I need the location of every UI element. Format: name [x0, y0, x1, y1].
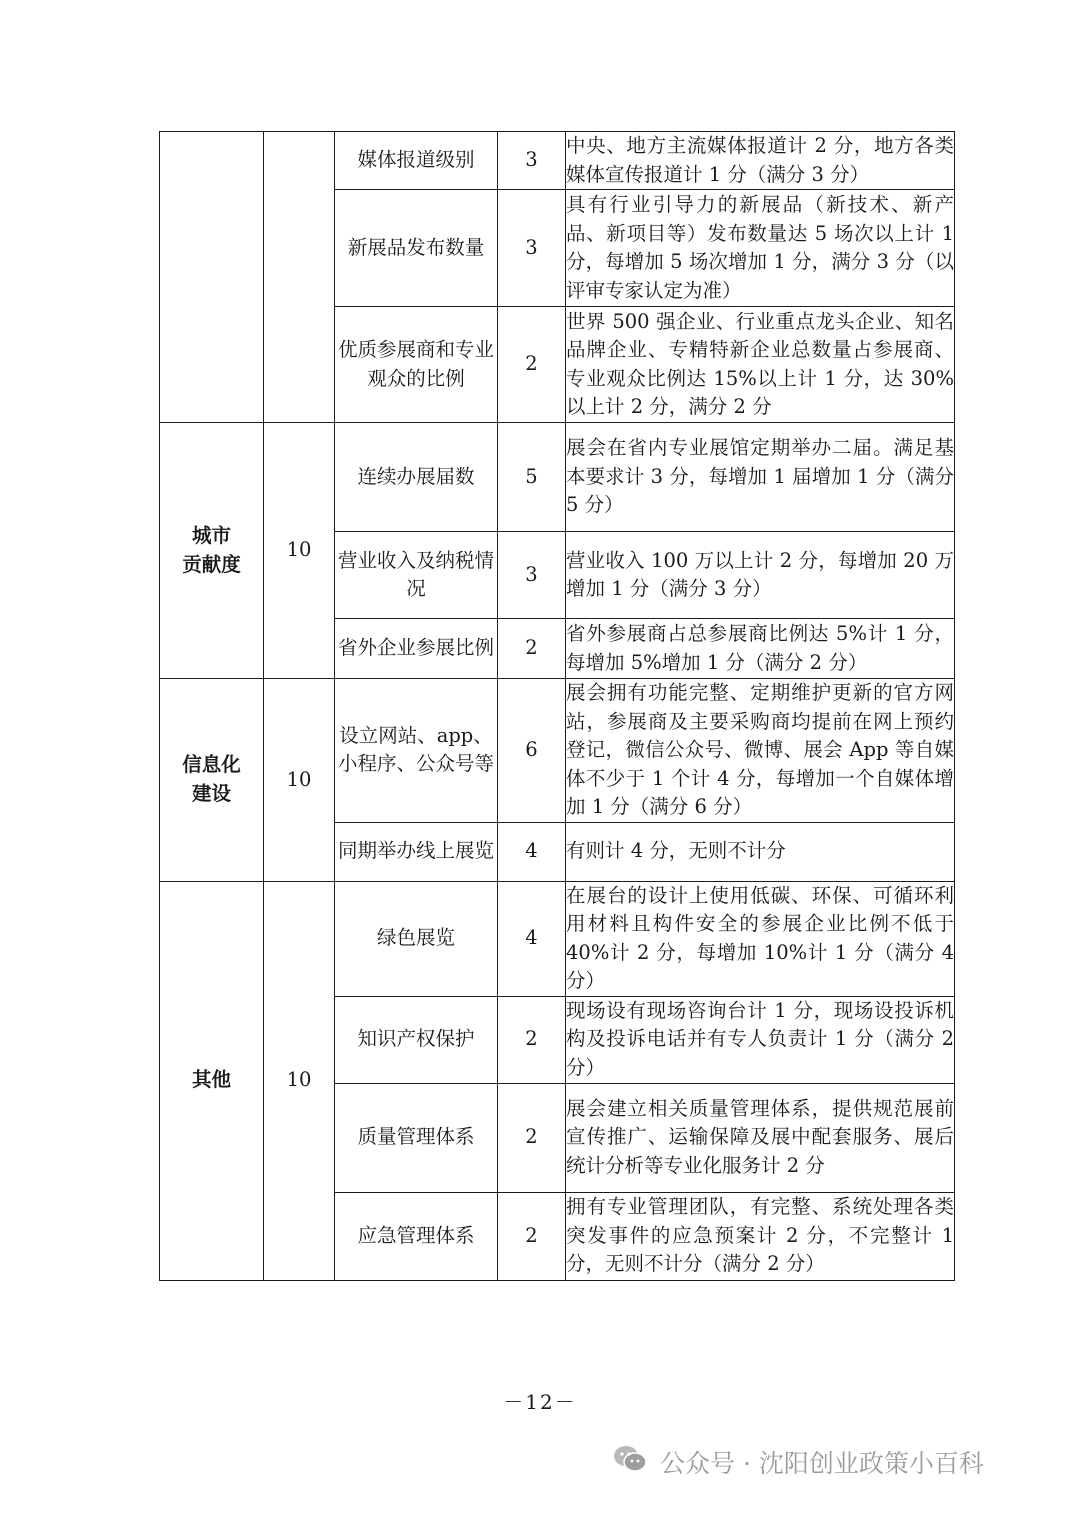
criteria-cell: 具有行业引导力的新展品（新技术、新产品、新项目等）发布数量达 5 场次以上计 1 分，每增加 5 场次增加 1 分，满分 3 分（以评审专家认定为准） — [566, 190, 955, 307]
item-cell: 质量管理体系 — [335, 1083, 498, 1192]
item-cell: 媒体报道级别 — [335, 132, 498, 190]
category-cell — [160, 679, 264, 882]
item-cell: 绿色展览 — [335, 881, 498, 996]
criteria-cell: 在展台的设计上使用低碳、环保、可循环利用材料且构件安全的参展企业比例不低于 40%计 2 分，每增加 10%计 1 分（满分 4 分） — [566, 881, 955, 996]
total-cell-continued — [264, 132, 335, 423]
category-name-line: 贡献度 — [182, 552, 241, 576]
category-name-line: 城市 — [191, 524, 231, 547]
points-cell: 2 — [498, 996, 566, 1083]
watermark-text: 公众号 · 沈阳创业政策小百科 — [660, 1449, 984, 1478]
criteria-cell: 中央、地方主流媒体报道计 2 分，地方各类媒体宣传报道计 1 分（满分 3 分） — [566, 132, 955, 190]
table-row — [160, 881, 955, 996]
item-cell: 同期举办线上展览 — [335, 822, 498, 881]
points-cell: 3 — [498, 132, 566, 190]
criteria-cell: 有则计 4 分，无则不计分 — [566, 822, 955, 881]
points-cell: 3 — [498, 532, 566, 619]
category-name-line: 信息化 — [182, 753, 241, 777]
item-cell: 新展品发布数量 — [335, 190, 498, 307]
criteria-cell: 展会拥有功能完整、定期维护更新的官方网站，参展商及主要采购商均提前在网上预约登记，微信公众号、微博、展会 App 等自媒体不少于 1 个计 4 分，每增加一个自媒体增加 1 分（满分 6 分） — [566, 679, 955, 823]
points-cell: 4 — [498, 822, 566, 881]
category-cell — [160, 881, 264, 1280]
points-cell: 4 — [498, 881, 566, 996]
criteria-cell: 省外参展商占总参展商比例达 5%计 1 分，每增加 5%增加 1 分（满分 2 分） — [566, 619, 955, 679]
criteria-cell: 世界 500 强企业、行业重点龙头企业、知名品牌企业、专精特新企业总数量占参展商、专业观众比例达 15%以上计 1 分，达 30%以上计 2 分，满分 2 分 — [566, 307, 955, 423]
item-cell: 设立网站、app、小程序、公众号等 — [335, 679, 498, 823]
table-row — [160, 423, 955, 532]
scoring-table — [159, 131, 955, 1281]
category-name-line: 其他 — [191, 1068, 231, 1092]
item-cell: 知识产权保护 — [335, 996, 498, 1083]
criteria-cell: 现场设有现场咨询台计 1 分，现场设投诉机构及投诉电话并有专人负责计 1 分（满分 2 分） — [566, 996, 955, 1083]
table-row — [160, 679, 955, 823]
points-cell: 2 — [498, 1083, 566, 1192]
category-cell — [160, 423, 264, 679]
criteria-cell: 拥有专业管理团队，有完整、系统处理各类突发事件的应急预案计 2 分，不完整计 1 分，无则不计分（满分 2 分） — [566, 1192, 955, 1280]
page-number: －12－ — [503, 1390, 577, 1414]
wechat-icon — [612, 1444, 648, 1480]
category-cell-continued — [160, 132, 264, 423]
item-cell: 连续办展届数 — [335, 423, 498, 532]
points-cell: 6 — [498, 679, 566, 823]
table-row — [160, 132, 955, 190]
category-name-line: 建设 — [191, 781, 231, 805]
points-cell: 2 — [498, 307, 566, 423]
total-points-cell: 10 — [264, 423, 335, 679]
criteria-cell: 营业收入 100 万以上计 2 分，每增加 20 万增加 1 分（满分 3 分） — [566, 532, 955, 619]
item-cell: 优质参展商和专业观众的比例 — [335, 307, 498, 423]
points-cell: 2 — [498, 1192, 566, 1280]
points-cell: 2 — [498, 619, 566, 679]
criteria-cell: 展会在省内专业展馆定期举办二届。满足基本要求计 3 分，每增加 1 届增加 1 分（满分 5 分） — [566, 423, 955, 532]
item-cell: 省外企业参展比例 — [335, 619, 498, 679]
points-cell: 5 — [498, 423, 566, 532]
item-cell: 应急管理体系 — [335, 1192, 498, 1280]
watermark — [612, 1440, 984, 1484]
total-points-cell: 10 — [264, 679, 335, 882]
item-cell: 营业收入及纳税情况 — [335, 532, 498, 619]
total-points-cell: 10 — [264, 881, 335, 1280]
points-cell: 3 — [498, 190, 566, 307]
criteria-cell: 展会建立相关质量管理体系，提供规范展前宣传推广、运输保障及展中配套服务、展后统计分析等专业化服务计 2 分 — [566, 1083, 955, 1192]
